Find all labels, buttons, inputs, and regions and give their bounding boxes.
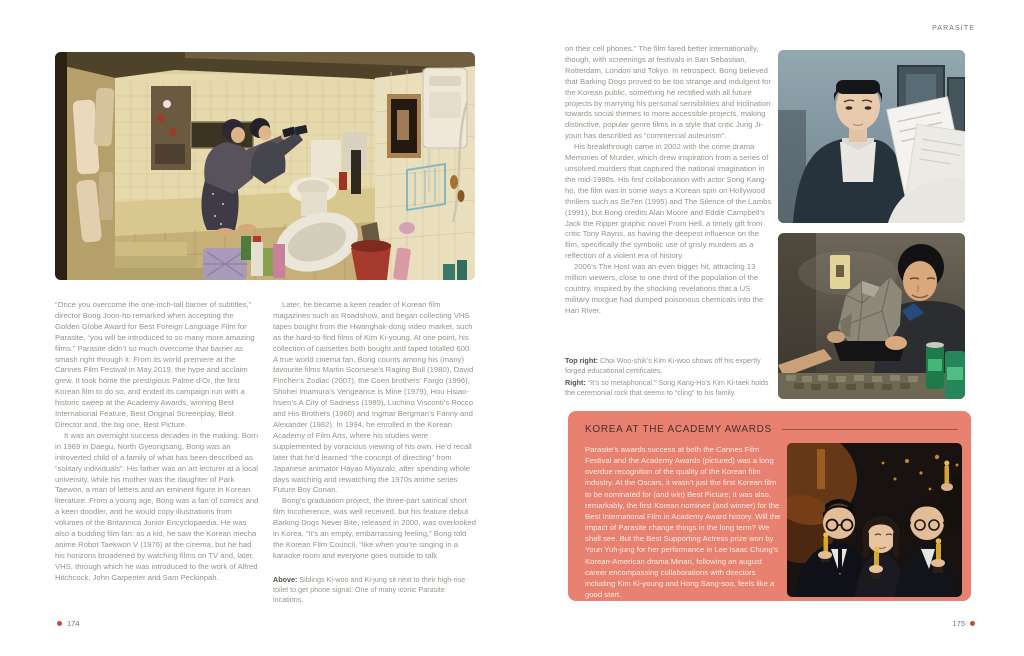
oscars-photo-illustration bbox=[787, 443, 962, 597]
folio-dot-icon bbox=[57, 621, 62, 626]
paragraph: 2006’s The Host was an even bigger hit, attracting 13 million viewers, close to one third of the population of the country. Inspired by the shocking revelations that a US military morgue had dumped poisonous chemicals into the Han River, bbox=[565, 262, 764, 315]
photo-bathroom-scene bbox=[55, 52, 475, 280]
paragraph: Bong’s graduation project, the three-part satirical short film Incoherence, was well received, but his feature debut Barking Dogs Never Bite, released in 2000, was overlooked in Korea. “It’s an empty, embarrassing feeling,” Bong told the Korean Film Council, “like when you’re singing in a karaoke room and everyone goes outside to talk bbox=[273, 496, 476, 560]
photo-kitaek-rock bbox=[778, 233, 965, 399]
caption-label: Right: bbox=[565, 377, 586, 387]
feature-box-title: KOREA AT THE ACADEMY AWARDS bbox=[585, 424, 772, 435]
feature-box-rule bbox=[782, 429, 958, 430]
feature-box-korea-academy-awards bbox=[568, 411, 971, 601]
paragraph: “Once you overcome the one-inch-tall barrier of subtitles,” director Bong Joon-ho remarked when accepting the Golden Globe Award for Best Foreign Language Film for Parasite, “you will be introduced to so many more amazing films.” Parasite didn’t so much overcome that barrier as smash right through it. From its world premiere at the Cannes Film Festival in May 2019, the hype and acclaim grew. It took home the prestigious Palme d’Or, the first Korean film to do so, and ended its campaign run with a historic sweep at the Academy Awards, winning Best International Feature, Best Original Screenplay, Best Director and, the big one, Best Picture. bbox=[55, 300, 255, 429]
left-page-column-1 bbox=[55, 300, 259, 584]
kitaek-photo-illustration bbox=[778, 233, 965, 399]
paragraph: It was an overnight success decades in the making. Born in 1969 in Daegu, North Gyeongsang, Bong was an introverted child of a family of what has been described as “solitary individuals”. His father was an art lecturer at a local university, while his mother was the daughter of Park Taewon, a man of letters and an eminent figure in Korean literature. From a young age, Bong was a fan of comics and a keen doodler, and he would copy illustrations from volumes of the Britannica Junior Encyclopaedia. He was also a budding film fan: as a kid, he saw the Korean mecha anime Robot Taekwon V (1976) at the cinema, but he had his horizons broadened by watching films on TV and, later, VHS, through which he was introduced to the work of Alfred Hitchcock, John Carpenter and Sam Peckinpah. bbox=[55, 430, 259, 582]
bathroom-photo-illustration bbox=[55, 52, 475, 280]
photo-caption-top-right bbox=[565, 356, 772, 376]
page-number-right bbox=[952, 619, 975, 628]
paragraph: on their cell phones.” The film fared better internationally, though, with screenings at festivals in San Sebastian, Rotterdam, London and Tokyo. In retrospect, Bong believed that Barking Dogs proved to be too strange and indulgent for the Korean public, something he rectified with all future projects by marrying his personal sensibilities and inclination towards social themes to more accessible projects, making distinctive, popular genre films in a style that critic Jung Ji-youn has described as “commercial auteurism”. bbox=[565, 44, 771, 141]
photo-oscars-win bbox=[787, 443, 962, 597]
left-page-column-2 bbox=[273, 300, 477, 604]
page-number-left bbox=[57, 619, 80, 628]
feature-box-body: Parasite’s awards success at both the Cannes Film Festival and the Academy Awards (pictured) was a long overdue recognition of the quality of the Korean film industry. At the Oscars, it wasn’t just the first Korean film to be nominated for (and win) Best Picture; it was also, remarkably, the first Korean nominee (and winner) for the Best International Film in Academy Award history. Will the impact of Parasite change things in the long term? We shall see. But the Best Supporting Actress prize won by Youn Yuh-jung for her performance in Lee Isaac Chung’s Korean-American drama Minari, following an august career encompassing collaborations with directors including Kim Ki-young and Hong Sang-soo, feels like a good start. bbox=[585, 445, 781, 600]
photo-kiwoo-certificates bbox=[778, 50, 965, 223]
kiwoo-photo-illustration bbox=[778, 50, 965, 223]
paragraph: His breakthrough came in 2002 with the crime drama Memories of Murder, which drew inspiration from a series of unsolved murders that captured the national imagination in the mid-1980s. His first collaboration with actor Song Kang-ho, the film was in some ways a Korean spin on Hollywood thrillers such as Se7en (1995) and The Silence of the Lambs (1991), but Bong credits Alan Moore and Eddie Campbell’s Jack the Ripper graphic novel From Hell, a timely gift from critic Tony Rayns, as having the deepest influence on the film, specifically the symbolic use of grisly murders as a reflection of a violent era of history. bbox=[565, 142, 772, 261]
right-page-captions bbox=[565, 356, 772, 398]
running-title: PARASITE bbox=[932, 25, 975, 32]
caption-label: Top right: bbox=[565, 356, 598, 365]
caption-text: Siblings Ki-woo and Ki-jung sit next to their high-rise toilet to get phone signal. One of many iconic Parasite locations. bbox=[273, 574, 466, 604]
feature-box-header bbox=[585, 424, 958, 435]
right-page-column bbox=[565, 44, 772, 317]
caption-label: Above: bbox=[273, 574, 298, 584]
paragraph: Later, he became a keen reader of Korean film magazines such as Roadshow, and began collecting VHS tapes bought from the Hwanghak-dong video market, such as the hard-to-find films of Kim Ki-young. At one point, his collection of cassettes both bought and taped totalled 600. A true world cinema fan, Bong counts among his (many) favourite films Martin Scorsese’s Raging Bull (1980), David Fincher’s Zodiac (2007), the Coen brothers’ Fargo (1996), Shohei Imamura’s Vengeance is Mine (1979), Hou Hsiao-hsien’s A City of Sadness (1989), Luchino Visconti’s Rocco and His Brothers (1960) and Ingmar Bergman’s Fanny and Alexander (1982). In 1994, he enrolled in the Korean Academy of Film Arts, where his studies were supplemented by voracious viewing of his own. He’d recall later that he’d learned “the concept of directing” from Japanese animator Hayao Miyazaki, after spending whole days watching and rewatching the 1970s anime series Future Boy Conan. bbox=[273, 300, 474, 495]
folio-dot-icon bbox=[970, 621, 975, 626]
page-number: 174 bbox=[67, 619, 80, 628]
page-number: 175 bbox=[952, 619, 965, 628]
photo-caption-above bbox=[273, 575, 477, 605]
photo-caption-right bbox=[565, 378, 772, 398]
caption-text: “It’s so metaphorical.” Song Kang-Ho’s Kim Ki-taek holds the ceremonial rock that seems to “cling” to his family. bbox=[565, 377, 769, 397]
caption-text: Choi Woo-shik’s Kim Ki-woo shows off his expertly forged educational certificates. bbox=[565, 356, 761, 375]
